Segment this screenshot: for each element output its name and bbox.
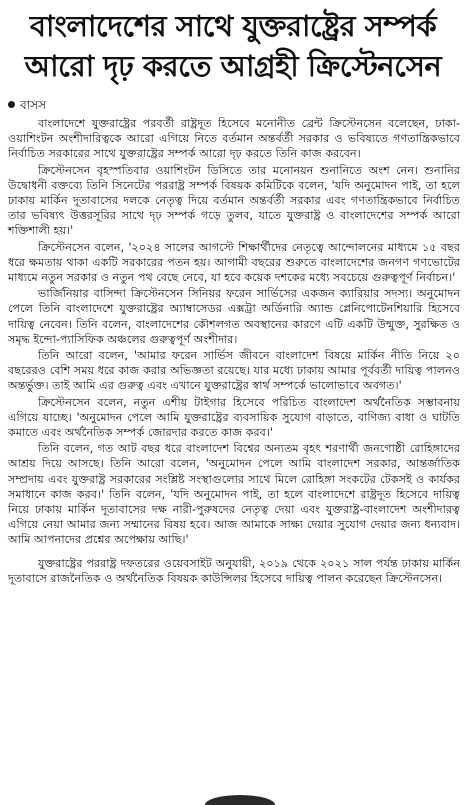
article-paragraph: ক্রিস্টেনসেন বৃহস্পতিবার ওয়াশিংটন ডিসিতে তার মনোনয়ন শুনানিতে অংশ নেন। শুনানির উদ্বোধনী বক্তব্যে তিনি সিনেটের পররাষ্ট্র সম্পর্ক বিষয়ক কমিটিকে বলেন, 'যদি অনুমোদন পাই, তা হলে ঢাকায় মার্কিন দূতাবাসের দলকে নেতৃত্ব দিয়ে বর্তমান অন্তর্বর্তী সরকার এবং গণতান্ত্রিকভাবে নির্বাচিত তার ভবিষ্যৎ উত্তরসূরির সাথে দৃঢ় সম্পর্ক গড়ে তুলব, যাতে যুক্তরাষ্ট্র ও বাংলাদেশের সম্পর্ক আরো শক্তিশালী হয়।' bbox=[8, 163, 460, 238]
byline-source: বাসস bbox=[20, 98, 47, 112]
article-paragraph: যুক্তরাষ্ট্রের পররাষ্ট্র দফতরের ওয়েবসাইট অনুযায়ী, ২০১৯ থেকে ২০২১ সাল পর্যন্ত ঢাকায় মার্কিন দূতাবাসে রাজনৈতিক ও অর্থনৈতিক বিষয়ক কাউন্সিলর হিসেবে দায়িত্ব পালন করেছেন ক্রিস্টেনসেন। bbox=[8, 556, 460, 585]
article-paragraph: ক্রিস্টেনসেন বলেন, নতুন এশীয় টাইগার হিসেবে পরিচিত বাংলাদেশ অর্থনৈতিক সম্ভাবনায় এগিয়ে যাচ্ছে। 'অনুমোদন পেলে আমি যুক্তরাষ্ট্রের ব্যবসায়িক সুযোগ বাড়াতে, বাণিজ্য বাধা ও ঘাটতি কমাতে এবং অর্থনৈতিক সম্পর্ক জোরদার করতে কাজ করব।' bbox=[8, 395, 460, 440]
article-paragraph: তিনি বলেন, গত আট বছর ধরে বাংলাদেশ বিশ্বের অন্যতম বৃহৎ শরণার্থী জনগোষ্ঠী রোহিঙ্গাদের আশ্রয় দিয়ে আসছে। তিনি আরো বলেন, 'অনুমোদন পেলে আমি বাংলাদেশ সরকার, আন্তর্জাতিক সম্প্রদায় এবং যুক্তরাষ্ট্র সরকারের সংশ্লিষ্ট সংস্থাগুলোর সাথে মিলে রোহিঙ্গা সংকটের টেকসই ও কার্যকর সমাধানে কাজ করব।' তিনি বলেন, 'যদি অনুমোদন পাই, তা হলে বাংলাদেশে রাষ্ট্রদূত হিসেবে দায়িত্ব নিয়ে ঢাকায় মার্কিন দূতাবাসের দক্ষ নারী-পুরুষদের নেতৃত্ব দেয়া এবং যুক্তরাষ্ট্র-বাংলাদেশ অংশীদারত্ব এগিয়ে নেয়া আমার জন্য সম্মানের বিষয় হবে। আজ আমাকে সাক্ষ্য দেয়ার সুযোগ দেয়ার জন্য ধন্যবাদ। আমি আপনাদের প্রশ্নের অপেক্ষায় আছি।' bbox=[8, 442, 460, 547]
byline bbox=[8, 98, 46, 112]
article-paragraph: বাংলাদেশে যুক্তরাষ্ট্রের পরবর্তী রাষ্ট্রদূত হিসেবে মনোনীত ব্রেন্ট ক্রিস্টেনসেন বলেছেন, ঢাকা-ওয়াশিংটন অংশীদারিত্বকে আরো এগিয়ে নিতে বর্তমান অন্তর্বর্তী সরকার ও ভবিষ্যতে গণতান্ত্রিকভাবে নির্বাচিত সরকারের সাথে যুক্তরাষ্ট্রের সম্পর্ক আরো দৃঢ় করতে তিনি কাজ করবেন। bbox=[8, 117, 460, 161]
page-footer-mark bbox=[205, 795, 275, 805]
article-body bbox=[8, 116, 460, 587]
article-paragraph: ভার্জিনিয়ার বাসিন্দা ক্রিস্টেনসেন সিনিয়র ফরেন সার্ভিসের একজন ক্যারিয়ার সদস্য। অনুমোদন পেলে তিনি বাংলাদেশে যুক্তরাষ্ট্রের অ্যাম্বাসেডর এক্সট্রা অর্ডিনারি অ্যান্ড প্লেনিপোটেনশিয়ারি হিসেবে দায়িত্ব নেবেন। তিনি বলেন, বাংলাদেশের কৌশলগত অবস্থানের কারণে এটি একটি উন্মুক্ত, সুরক্ষিত ও সমৃদ্ধ ইন্দো-প্যাসিফিক অঞ্চলের গুরুত্বপূর্ণ অংশীদার। bbox=[8, 287, 460, 346]
headline bbox=[0, 6, 466, 86]
article-paragraph: তিনি আরো বলেন, 'আমার ফরেন সার্ভিস জীবনে বাংলাদেশ বিষয়ে মার্কিন নীতি নিয়ে ২০ বছরেরও বেশি সময় ধরে কাজ করার অভিজ্ঞতা রয়েছে। যার মধ্যে ঢাকায় আমার পূর্ববর্তী দায়িত্ব পালনও অন্তর্ভুক্ত। তাই আমি এর গুরুত্ব এবং এখানে যুক্তরাষ্ট্রের স্বার্থ সম্পর্কে ভালোভাবে অবগত।' bbox=[8, 349, 460, 393]
article-paragraph: ক্রিস্টেনসেন বলেন, '২০২৪ সালের আগস্টে শিক্ষার্থীদের নেতৃত্বে আন্দোলনের মাধ্যমে ১৫ বছর ধরে ক্ষমতায় থাকা একটি সরকারের পতন হয়। আগামী বছরের শুরুতে বাংলাদেশের জনগণ গণভোটের মাধ্যমে নতুন সরকার ও নতুন পথ বেছে নেবে, যা হবে কয়েক দশকের মধ্যে সবচেয়ে গুরুত্বপূর্ণ নির্বাচন।' bbox=[8, 240, 460, 285]
headline-line-2: আরো দৃঢ় করতে আগ্রহী ক্রিস্টেনসেন bbox=[24, 49, 442, 83]
bullet-icon bbox=[8, 101, 15, 108]
headline-line-1: বাংলাদেশের সাথে যুক্তরাষ্ট্রের সম্পর্ক bbox=[29, 9, 437, 43]
